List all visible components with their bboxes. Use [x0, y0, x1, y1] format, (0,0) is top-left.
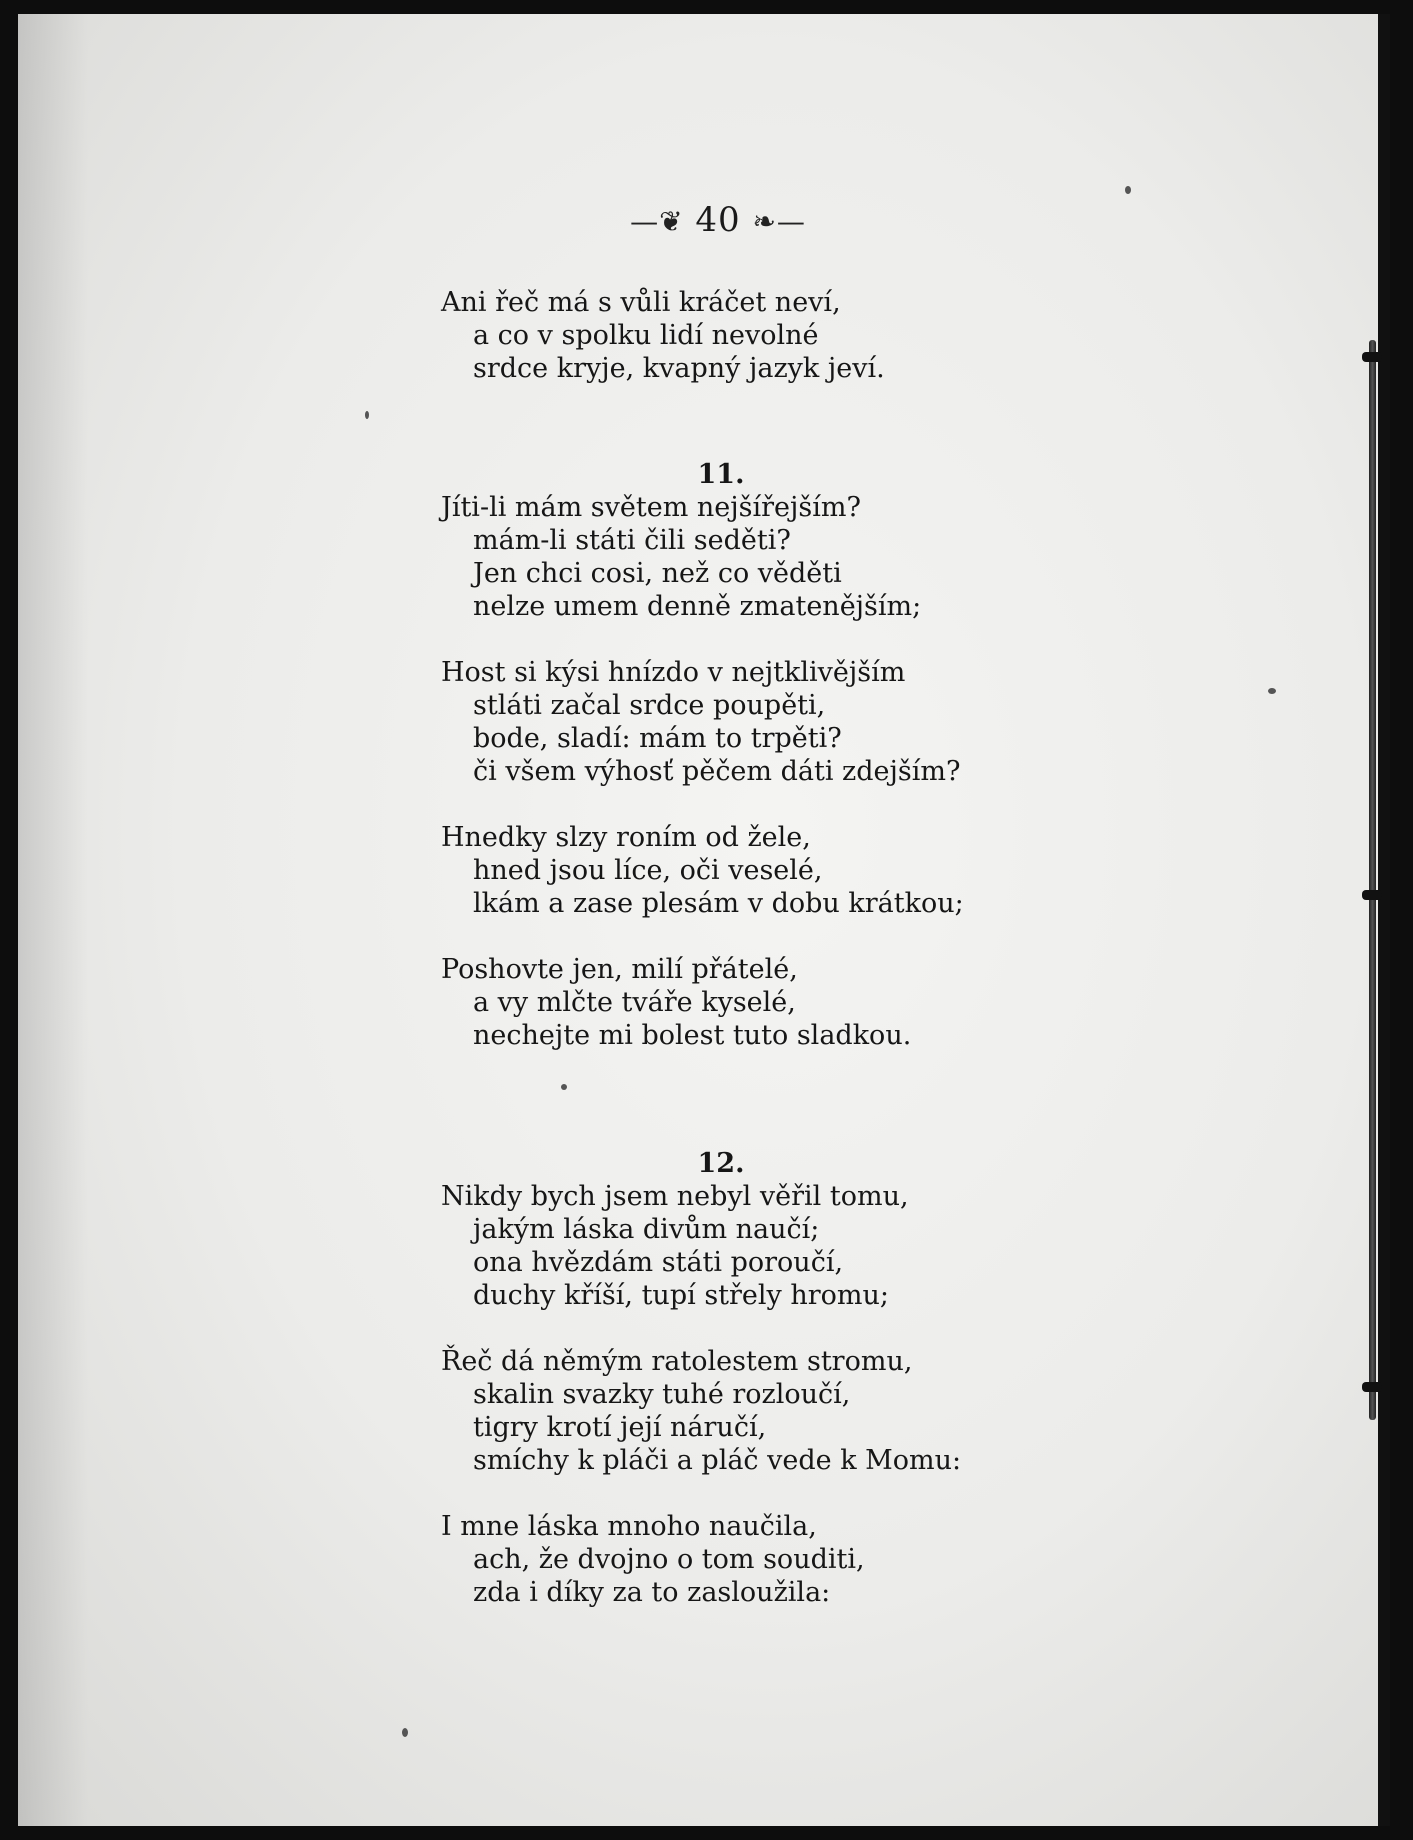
- verse-line: a vy mlčte tváře kyselé,: [473, 987, 796, 1018]
- verse-line: ona hvězdám státi poroučí,: [473, 1247, 844, 1278]
- paper-speck: [1268, 688, 1276, 694]
- verse-line: Nikdy bych jsem nebyl věřil tomu,: [441, 1181, 909, 1212]
- binding-thread: [1369, 340, 1376, 1420]
- binding-knot: [1362, 1382, 1382, 1392]
- verse-line: I mne láska mnoho naučila,: [441, 1511, 817, 1542]
- verse-line: Jen chci cosi, než co věděti: [473, 558, 842, 589]
- paper-speck: [402, 1728, 408, 1737]
- poem-11-stanza-4: [441, 953, 1061, 1052]
- verse-line: Řeč dá němým ratolestem stromu,: [441, 1346, 913, 1377]
- ornament-left: —❦: [630, 205, 684, 238]
- verse-line: mám-li státi čili seděti?: [473, 525, 791, 556]
- poem-11-stanza-1: [441, 491, 1061, 623]
- binding-knot: [1362, 352, 1382, 362]
- poem-12-stanza-1: [441, 1180, 1061, 1312]
- verse-line: Hnedky slzy roním od žele,: [441, 822, 811, 853]
- verse-line: bode, sladí: mám to trpěti?: [473, 723, 842, 754]
- binding-edge: [1378, 14, 1390, 1826]
- verse-line: smíchy k pláči a pláč vede k Momu:: [473, 1445, 962, 1476]
- verse-line: Ani řeč má s vůli kráčet neví,: [441, 287, 841, 318]
- paper-speck: [365, 411, 369, 419]
- fragment-stanza: [441, 286, 1061, 385]
- book-page: [18, 14, 1390, 1826]
- verse-line: Poshovte jen, milí přátelé,: [441, 954, 798, 985]
- ornament-right: ❧—: [752, 205, 806, 238]
- verse-line: nechejte mi bolest tuto sladkou.: [473, 1020, 912, 1051]
- verse-line: Jíti-li mám světem nejšířejším?: [441, 492, 861, 523]
- verse-line: skalin svazky tuhé rozloučí,: [473, 1379, 851, 1410]
- poem-12-stanza-2: [441, 1345, 1061, 1477]
- paper-speck: [1125, 186, 1131, 194]
- verse-line: jakým láska divům naučí;: [473, 1214, 820, 1245]
- page-number-header: [618, 200, 818, 240]
- verse-line: nelze umem denně zmatenějším;: [473, 591, 922, 622]
- page-text: [441, 286, 1061, 1642]
- page-edge-shadow: [18, 14, 88, 1826]
- poem-11-stanza-2: [441, 656, 1061, 788]
- verse-line: stláti začal srdce poupěti,: [473, 690, 826, 721]
- verse-line: zda i díky za to zasloužila:: [473, 1577, 831, 1608]
- paper-speck: [561, 1084, 567, 1090]
- verse-line: ach, že dvojno o tom souditi,: [473, 1544, 865, 1575]
- poem-12-stanza-3: [441, 1510, 1061, 1609]
- poem-number: 12.: [697, 1148, 745, 1179]
- poem-11-stanza-3: [441, 821, 1061, 920]
- verse-line: srdce kryje, kvapný jazyk jeví.: [473, 353, 885, 384]
- verse-line: hned jsou líce, oči veselé,: [473, 855, 823, 886]
- verse-line: Host si kýsi hnízdo v nejtklivějším: [441, 657, 906, 688]
- verse-line: duchy kříší, tupí střely hromu;: [473, 1280, 890, 1311]
- verse-line: a co v spolku lidí nevolné: [473, 320, 819, 351]
- binding-knot: [1362, 890, 1382, 900]
- verse-line: či všem výhosť pěčem dáti zdejším?: [473, 756, 961, 787]
- verse-line: tigry krotí její náručí,: [473, 1412, 767, 1443]
- page-number: 40: [695, 200, 741, 240]
- verse-line: lkám a zase plesám v dobu krátkou;: [473, 888, 964, 919]
- poem-number: 11.: [697, 459, 745, 490]
